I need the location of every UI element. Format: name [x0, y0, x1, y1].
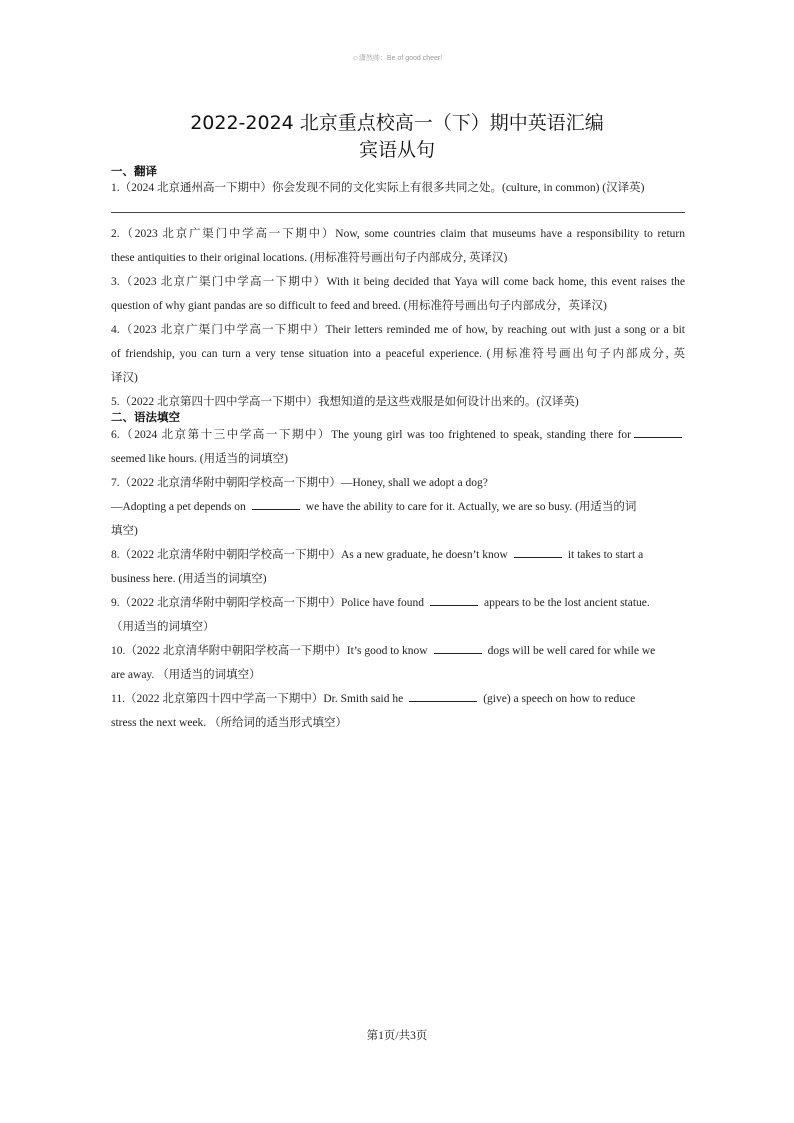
- question-4-line-3: 译汉): [111, 372, 138, 384]
- question-9-text-a: 9.（2022 北京清华附中朝阳学校高一下期中）Police have found: [111, 597, 425, 609]
- question-4-line-1: 4.（2023 北京广渠门中学高一下期中）Their letters reminded me of how, by reaching out with just a song or a bit: [111, 324, 685, 336]
- question-10-text-a: 10.（2022 北京清华附中朝阳学校高一下期中）It’s good to know: [111, 645, 428, 657]
- page-title: 2022-2024 北京重点校高一（下）期中英语汇编: [190, 112, 604, 134]
- question-10-text-b: dogs will be well cared for while we: [487, 645, 656, 657]
- question-7-line-3: 填空): [111, 525, 138, 537]
- page-number: 第1页/共3页: [366, 1030, 428, 1042]
- question-11-line-1: [111, 690, 685, 706]
- question-6-line-2: seemed like hours. (用适当的词填空): [111, 453, 288, 465]
- section-heading-grammar: 二、语法填空: [111, 410, 180, 424]
- answer-line: [111, 212, 685, 213]
- question-4-line-2: of friendship, you can turn a very tense situation into a peaceful experience. (用标准符号画出句子内部成分, 英: [111, 348, 685, 360]
- question-8-text-a: 8.（2022 北京清华附中朝阳学校高一下期中）As a new graduate, he doesn’t know: [111, 549, 508, 561]
- answer-blank[interactable]: [409, 700, 477, 702]
- question-11-line-2: stress the next week. （所给词的适当形式填空）: [111, 717, 348, 729]
- question-6-line-1: [111, 426, 685, 442]
- question-8-text-b: it takes to start a: [567, 549, 644, 561]
- question-8-line-1: [111, 546, 685, 562]
- watermark: ☺潇然帅：Be of good cheer!: [351, 55, 443, 62]
- page-subtitle: 宾语从句: [358, 139, 435, 161]
- question-2-line-1: 2.（2023 北京广渠门中学高一下期中）Now, some countries claim that museums have a responsibility to return: [111, 228, 685, 240]
- question-3-line-1: 3.（2023 北京广渠门中学高一下期中）With it being decided that Yaya will come back home, this event raises the: [111, 276, 685, 288]
- answer-blank[interactable]: [430, 604, 478, 606]
- question-5: 5.（2022 北京第四十四中学高一下期中）我想知道的是这些戏服是如何设计出来的。(汉译英): [111, 396, 579, 408]
- question-10-line-1: [111, 642, 685, 658]
- question-7-text-a: —Adopting a pet depends on: [111, 501, 246, 513]
- question-7-text-b: we have the ability to care for it. Actually, we are so busy. (用适当的词: [305, 501, 637, 513]
- section-heading-translation: 一、翻译: [111, 164, 157, 178]
- answer-blank[interactable]: [634, 436, 682, 438]
- question-3-line-2: question of why giant pandas are so difficult to feed and breed. (用标准符号画出句子内部成分，英译汉): [111, 300, 607, 312]
- question-9-line-1: [111, 594, 685, 610]
- question-11-text-b: (give) a speech on how to reduce: [483, 693, 636, 705]
- question-10-line-2: are away. （用适当的词填空）: [111, 669, 261, 681]
- question-6-text: 6.（2024 北京第十三中学高一下期中）The young girl was too frightened to speak, standing there for: [111, 429, 631, 441]
- answer-blank[interactable]: [434, 652, 482, 654]
- question-2-line-2: these antiquities to their original locations. (用标准符号画出句子内部成分, 英译汉): [111, 252, 508, 264]
- question-9-text-b: appears to be the lost ancient statue.: [484, 597, 650, 609]
- answer-blank[interactable]: [252, 508, 300, 510]
- question-1: 1.（2024 北京通州高一下期中）你会发现不同的文化实际上有很多共同之处。(culture, in common) (汉译英): [111, 182, 645, 194]
- answer-blank[interactable]: [514, 556, 562, 558]
- question-9-line-2: （用适当的词填空）: [111, 621, 215, 633]
- question-11-text-a: 11.（2022 北京第四十四中学高一下期中）Dr. Smith said he: [111, 693, 404, 705]
- question-8-line-2: business here. (用适当的词填空): [111, 573, 267, 585]
- question-7-line-2: [111, 498, 685, 514]
- question-7-line-1: 7.（2022 北京清华附中朝阳学校高一下期中）—Honey, shall we adopt a dog?: [111, 477, 488, 489]
